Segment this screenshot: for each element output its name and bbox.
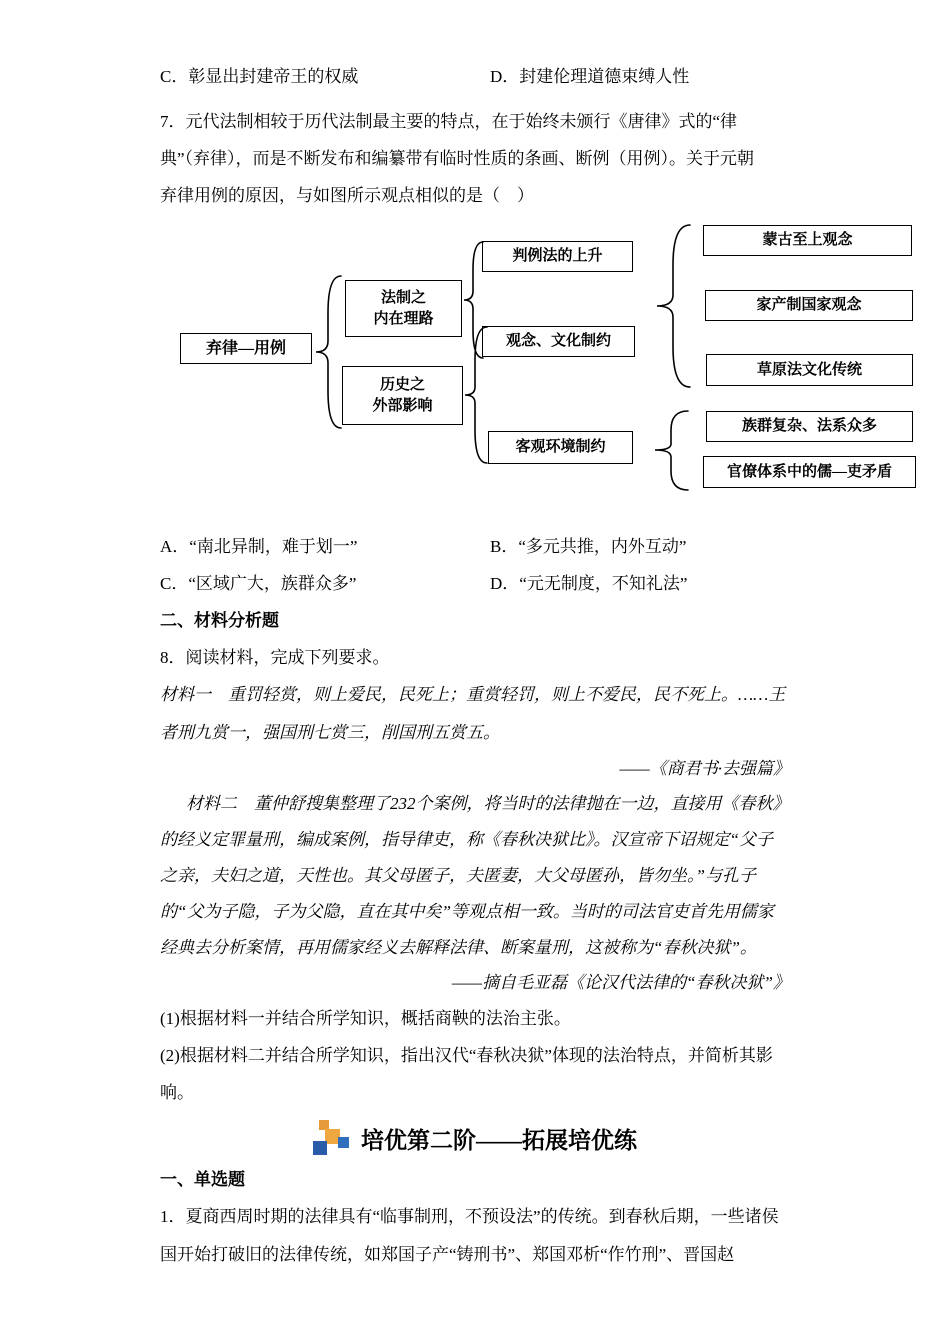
diagram-node-internal-logic-line2: 内在理路 bbox=[373, 310, 434, 327]
prev-option-c: C．彰显出封建帝王的权威 bbox=[160, 67, 359, 86]
diagram-node-case-law-rise-label: 判例法的上升 bbox=[512, 248, 603, 265]
question-8-part-2-line-2: 响。 bbox=[160, 1083, 194, 1102]
diagram-node-steppe-law-tradition bbox=[706, 354, 913, 386]
question-1-line-2: 国开始打破旧的法律传统，如郑国子产“铸刑书”、郑国邓析“作竹刑”、晋国赵 bbox=[160, 1245, 735, 1264]
question-7-stem-line-2: 典”（弃律），而是不断发布和编纂带有临时性质的条画、断例（用例）。关于元朝 bbox=[160, 149, 755, 168]
question-1-line-1: 1．夏商西周时期的法律具有“临事制刑，不预设法”的传统。到春秋后期，一些诸侯 bbox=[160, 1207, 779, 1226]
icon-square-blue-large bbox=[313, 1141, 327, 1155]
diagram-node-culture-constraint bbox=[482, 326, 635, 357]
diagram-node-mongol-supremacy-label: 蒙古至上观念 bbox=[762, 232, 853, 249]
stage-header bbox=[160, 1115, 790, 1161]
diagram-node-culture-constraint-label: 观念、文化制约 bbox=[505, 333, 611, 350]
diagram-node-steppe-law-tradition-label: 草原法文化传统 bbox=[756, 361, 862, 378]
stage-header-title: 培优第二阶——拓展培优练 bbox=[361, 1127, 637, 1153]
diagram-node-environment-constraint-label: 客观环境制约 bbox=[515, 439, 606, 456]
q7-option-a: A．“南北异制，难于划一” bbox=[160, 537, 358, 556]
question-8-part-2-line-1: (2)根据材料二并结合所学知识，指出汉代“春秋决狱”体现的法治特点，并简析其影 bbox=[160, 1046, 773, 1065]
diagram-node-internal-logic-line1: 法制之 bbox=[380, 290, 426, 307]
material-2-line-5: 经典去分析案情，再用儒家经义去解释法律、断案量刑，这被称为“春秋决狱”。 bbox=[160, 938, 757, 957]
question-7-diagram bbox=[160, 220, 950, 502]
diagram-node-patrimonial-state bbox=[705, 290, 913, 321]
material-2-line-2: 的经义定罪量刑，编成案例，指导律吏，称《春秋决狱比》。汉宣帝下诏规定“父子 bbox=[160, 830, 773, 849]
material-1 bbox=[160, 676, 790, 786]
question-8-part-1: (1)根据材料一并结合所学知识，概括商鞅的法治主张。 bbox=[160, 1009, 571, 1028]
q7-options-row-cd bbox=[160, 565, 790, 602]
brace-environment-to-results bbox=[653, 410, 689, 491]
material-2-line-3: 之亲，夫妇之道，天性也。其父母匿子，夫匿妻，大父母匿孙，皆勿坐。”与孔子 bbox=[160, 866, 756, 885]
diagram-node-bureaucracy-conflict-label: 官僚体系中的儒—吏矛盾 bbox=[726, 463, 892, 480]
diagram-node-patrimonial-state-label: 家产制国家观念 bbox=[756, 297, 862, 314]
diagram-node-internal-logic bbox=[345, 280, 462, 337]
diagram-node-external-influence-line2: 外部影响 bbox=[372, 397, 433, 414]
question-7-stem-line-3: 弃律用例的原因，与如图所示观点相似的是（ ） bbox=[160, 186, 534, 205]
material-1-line-2: 者刑九赏一，强国刑七赏三，削国刑五赏五。 bbox=[160, 723, 500, 742]
prev-options-row bbox=[160, 58, 790, 95]
diagram-node-ethnic-complexity bbox=[706, 411, 913, 442]
brace-root-to-branches bbox=[314, 275, 342, 429]
prev-option-d: D．封建伦理道德束缚人性 bbox=[490, 67, 690, 86]
brace-external-to-nodes bbox=[463, 326, 488, 464]
brace-culture-to-results bbox=[655, 224, 691, 388]
diagram-node-bureaucracy-conflict bbox=[703, 456, 916, 488]
material-2 bbox=[160, 786, 790, 1000]
material-2-line-1: 材料二 董仲舒搜集整理了232个案例，将当时的法律抛在一边，直接用《春秋》 bbox=[186, 794, 790, 813]
question-8-intro: 8．阅读材料，完成下列要求。 bbox=[160, 648, 390, 667]
diagram-node-case-law-rise bbox=[482, 241, 633, 272]
q7-option-c: C．“区域广大，族群众多” bbox=[160, 574, 357, 593]
diagram-node-root-label: 弃律—用例 bbox=[205, 339, 286, 357]
material-1-line-1: 材料一 重罚轻赏，则上爱民，民死上；重赏轻罚，则上不爱民，民不死上。……王 bbox=[160, 685, 786, 704]
diagram-node-mongol-supremacy bbox=[703, 225, 912, 256]
section-2-title: 二、材料分析题 bbox=[160, 611, 279, 630]
question-7-stem-line-1: 7．元代法制相较于历代法制最主要的特点，在于始终未颁行《唐律》式的“律 bbox=[160, 112, 738, 131]
diagram-node-root bbox=[180, 333, 312, 364]
material-1-source: ——《商君书·去强篇》 bbox=[619, 759, 790, 778]
icon-square-blue-small bbox=[338, 1137, 349, 1148]
question-7 bbox=[160, 103, 790, 214]
pixel-steps-icon bbox=[313, 1120, 351, 1156]
q7-options-row-ab bbox=[160, 528, 790, 565]
diagram-node-external-influence bbox=[342, 366, 463, 425]
material-2-line-4: 的“父为子隐，子为父隐，直在其中矣”等观点相一致。当时的司法官吏首先用儒家 bbox=[160, 902, 774, 921]
q7-option-b: B．“多元共推，内外互动” bbox=[490, 537, 687, 556]
material-2-source: ——摘自毛亚磊《论汉代法律的“春秋决狱”》 bbox=[451, 973, 790, 992]
diagram-node-ethnic-complexity-label: 族群复杂、法系众多 bbox=[741, 418, 877, 435]
diagram-node-environment-constraint bbox=[488, 431, 633, 464]
q7-option-d: D．“元无制度，不知礼法” bbox=[490, 574, 688, 593]
diagram-node-external-influence-line1: 历史之 bbox=[379, 377, 425, 394]
section-3-title: 一、单选题 bbox=[160, 1170, 245, 1189]
